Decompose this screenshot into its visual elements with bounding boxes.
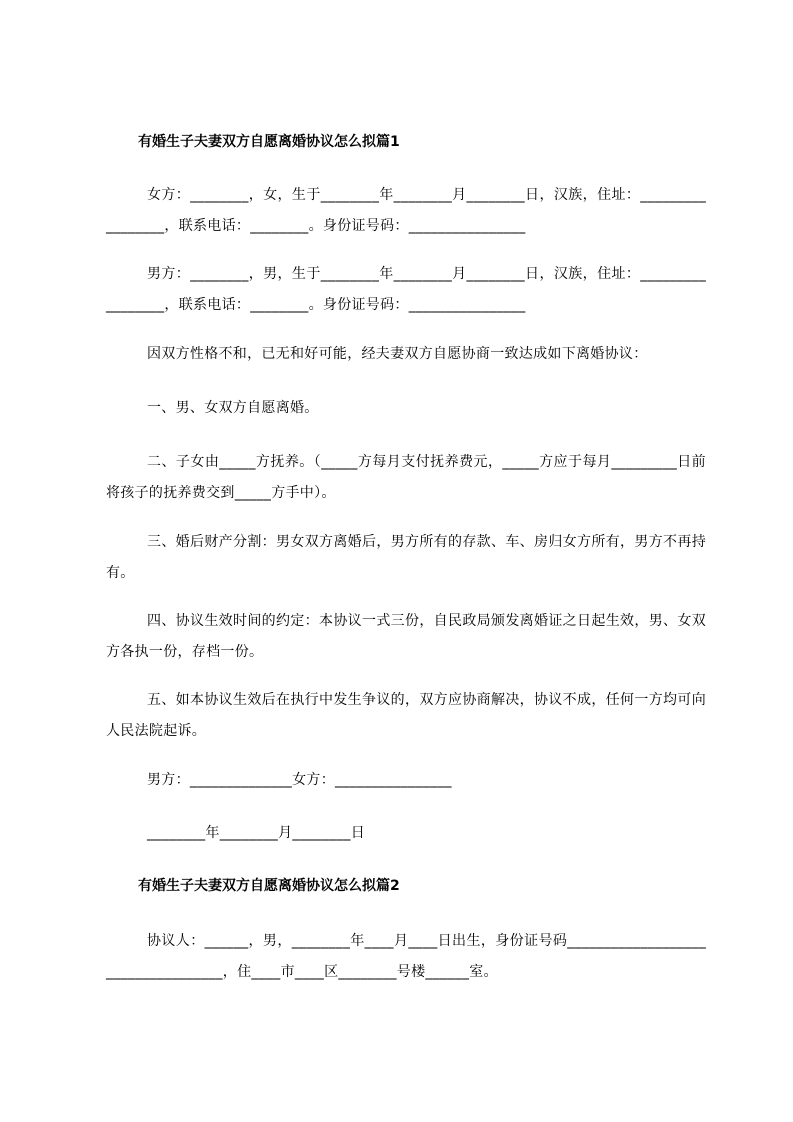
party-info-paragraph: 协议人：______，男，________年____月____日出生，身份证号码___________________________________，住____市____区________号楼______室。 (106, 933, 706, 980)
date-line: ________年________月________日 (147, 825, 366, 841)
clause-3-paragraph: 三、婚后财产分割：男女双方离婚后，男方所有的存款、车、房归女方所有，男方不再持有。 (106, 534, 706, 581)
agreement-intro-paragraph: 因双方性格不和，已无和好可能，经夫妻双方自愿协商一致达成如下离婚协议： (147, 346, 648, 362)
clause-1-paragraph: 一、男、女双方自愿离婚。 (147, 400, 319, 416)
signature-line: 男方：______________女方：________________ (147, 772, 452, 788)
section-1-heading: 有婚生子夫妻双方自愿离婚协议怎么拟篇1 (138, 134, 400, 150)
clause-4-paragraph: 四、协议生效时间的约定：本协议一式三份，自民政局颁发离婚证之日起生效，男、女双方各执一份，存档一份。 (106, 613, 706, 660)
clause-5-paragraph: 五、如本协议生效后在执行中发生争议的，双方应协商解决，协议不成，任何一方均可向人民法院起诉。 (106, 692, 706, 739)
party-female-paragraph: 女方：________，女，生于________年________月________日，汉族，住址：_________________，联系电话：________。身份证号码：________________ (106, 187, 706, 234)
party-male-paragraph: 男方：________，男，生于________年________月________日，汉族，住址：_________________，联系电话：________。身份证号码：________________ (106, 266, 706, 313)
section-2-heading: 有婚生子夫妻双方自愿离婚协议怎么拟篇2 (138, 878, 400, 894)
clause-2-paragraph: 二、子女由_____方抚养。（_____方每月支付抚养费元，_____方应于每月_________日前将孩子的抚养费交到_____方手中）。 (106, 454, 706, 501)
